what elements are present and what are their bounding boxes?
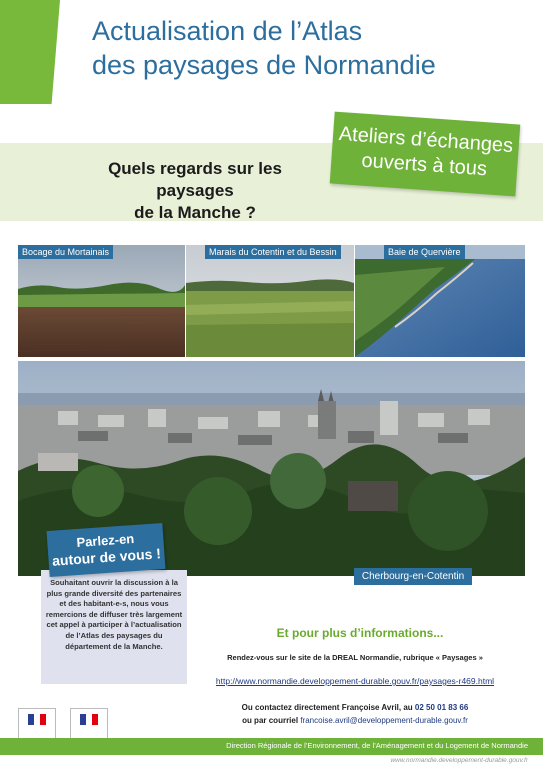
email-prefix: ou par courriel bbox=[242, 716, 299, 725]
marais-image bbox=[186, 245, 354, 357]
contact-phone: 02 50 01 83 66 bbox=[414, 703, 469, 712]
contact-email-link[interactable]: francoise.avril@developpement-durable.gouv.fr bbox=[300, 716, 468, 725]
poster-title bbox=[92, 14, 532, 82]
bocage-image bbox=[18, 245, 185, 357]
contact-email-line bbox=[200, 716, 510, 725]
photo-marais bbox=[186, 245, 354, 357]
title-line-2: des paysages de Normandie bbox=[92, 50, 436, 80]
info-rendez-vous: Rendez-vous sur le site de la DREAL Normandie, rubrique « Paysages » bbox=[227, 653, 483, 662]
french-flag-icon bbox=[80, 714, 98, 725]
green-corner-decoration bbox=[0, 0, 60, 104]
french-flag-icon bbox=[28, 714, 46, 725]
info-heading: Et pour plus d’informations... bbox=[276, 626, 444, 640]
workshops-badge bbox=[330, 112, 521, 197]
badge-line-1: Ateliers d’échanges bbox=[338, 122, 514, 158]
contact-prefix: Ou contactez directement Françoise Avril, au bbox=[241, 703, 413, 712]
question-line-1: Quels regards sur les paysages bbox=[108, 159, 282, 200]
caption-baie: Baie de Quervière bbox=[384, 245, 465, 259]
question-line-2: de la Manche ? bbox=[134, 203, 256, 222]
callout-title-line-2: autour de vous ! bbox=[51, 545, 162, 569]
footer-text: Direction Régionale de l’Environnement, de l’Aménagement et du Logement de Normandie bbox=[226, 741, 528, 750]
callout-title-line-1: Parlez-en bbox=[75, 531, 135, 551]
caption-cherbourg: Cherbourg-en-Cotentin bbox=[354, 568, 472, 585]
dreal-link[interactable]: http://www.normandie.developpement-durable.gouv.fr/paysages-r469.html bbox=[215, 676, 495, 686]
question-heading bbox=[70, 158, 320, 224]
baie-image bbox=[355, 245, 525, 357]
caption-marais: Marais du Cotentin et du Bessin bbox=[205, 245, 341, 259]
caption-bocage: Bocage du Mortainais bbox=[18, 245, 113, 259]
contact-phone-line bbox=[200, 703, 510, 712]
callout-body: Souhaitant ouvrir la discussion à la plus grande diversité des partenaires et des habitant-e-s, nous vous remercions de diffuser très largement cet appel à participer à l’actualisation de l’Atlas des paysages du département de la Manche. bbox=[45, 578, 183, 651]
photo-baie bbox=[355, 245, 525, 357]
badge-line-2: ouverts à tous bbox=[360, 149, 488, 181]
title-line-1: Actualisation de l’Atlas bbox=[92, 16, 363, 46]
republique-logo bbox=[70, 708, 108, 740]
prefet-region-logo bbox=[18, 708, 56, 740]
footer-url[interactable]: www.normandie.developpement-durable.gouv.fr bbox=[390, 757, 528, 764]
photo-bocage bbox=[18, 245, 185, 357]
callout-heading-box bbox=[47, 523, 166, 577]
